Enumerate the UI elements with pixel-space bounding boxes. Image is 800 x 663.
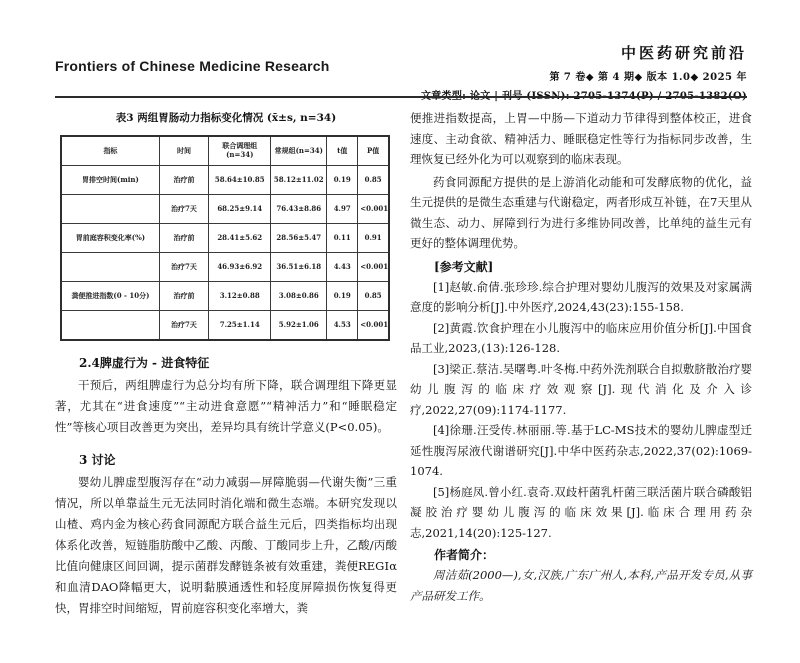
col-header-time: 时间 [159, 136, 208, 166]
reference-item: [5]杨庭凤.曾小红.袁奇.双歧杆菌乳杆菌三联活菌片联合磷酸铝凝胶治疗婴幼儿腹泻的临床效果[J].临床合理用药杂志,2021,14(20):125-127. [410, 484, 752, 540]
table-cell: 治疗7天 [159, 311, 208, 341]
results-table [60, 135, 390, 341]
table-cell: 治疗7天 [159, 195, 208, 224]
table-cell: 治疗7天 [159, 253, 208, 282]
reference-item: [4]徐珊.汪受传.林丽丽.等.基于LC-MS技术的婴幼儿脾虚型迁延性腹泻尿液代谢谱研究[J].中华中医药杂志,2022,37(02):1069-1074. [410, 423, 752, 478]
section-2-4-paragraph: 干预后，两组脾虚行为总分均有所下降，联合调理组下降更显著，尤其在“进食速度”“主动进食意愿”“精神活力”和“睡眠稳定性”等核心项目改善更为突出，差异均具有统计学意义(P<0.05)。 [55, 378, 397, 434]
table-cell: 0.19 [327, 282, 358, 311]
table-cell: 0.19 [327, 166, 358, 195]
table-cell: 0.11 [327, 224, 358, 253]
table-title: 表3 两组胃肠动力指标变化情况 (x̄±s, n=34) [115, 112, 337, 124]
author-bio-text: 周洁茹(2000—),女,汉族,广东广州人,本科,产品开发专员,从事产品研发工作。 [410, 568, 752, 603]
author-bio-heading: 作者简介： [434, 548, 495, 562]
article-type-issn [421, 87, 747, 102]
table-cell: 治疗前 [159, 166, 208, 195]
table-row [61, 195, 389, 224]
table-cell: 76.43±8.86 [271, 195, 327, 224]
table-cell: <0.001 [358, 195, 389, 224]
table-cell: 68.25±9.14 [209, 195, 271, 224]
discussion-continuation-paragraph: 便推进指数提高，上胃—中肠—下道动力节律得到整体校正，进食速度、主动食欲、精神活力、睡眠稳定性等行为指标同步改善，生理恢复已经外化为可以观察到的临床表现。 [410, 111, 752, 166]
issue-info: 第 7 卷◆ 第 4 期◆ 版本 1.0◆ 2025 年 [549, 72, 747, 83]
table-row [61, 253, 389, 282]
table-cell [61, 311, 159, 341]
table-cell: 4.43 [327, 253, 358, 282]
col-header-p-value: P值 [358, 136, 389, 166]
table-cell [61, 253, 159, 282]
section-heading-2-4: 2.4脾虚行为 - 进食特征 [79, 356, 210, 370]
table-cell: 0.85 [358, 282, 389, 311]
col-header-t-value: t值 [327, 136, 358, 166]
table-cell: 46.93±6.92 [209, 253, 271, 282]
table-cell: 0.91 [358, 224, 389, 253]
table-cell: 3.08±0.86 [271, 282, 327, 311]
col-header-combined-group: 联合调理组(n=34) [209, 136, 271, 166]
table-cell: 4.53 [327, 311, 358, 341]
table-cell: 58.64±10.85 [209, 166, 271, 195]
table-cell: 0.85 [358, 166, 389, 195]
table-cell: 治疗前 [159, 282, 208, 311]
table-row [61, 282, 389, 311]
table-cell: 胃前庭容积变化率(%) [61, 224, 159, 253]
table-cell: 5.92±1.06 [271, 311, 327, 341]
reference-item: [2]黄霞.饮食护理在小儿腹泻中的临床应用价值分析[J].中国食品工业,2023,(13):126-128. [410, 320, 752, 355]
col-header-control-group: 常规组(n=34) [271, 136, 327, 166]
col-header-indicator: 指标 [61, 136, 159, 166]
table-cell: <0.001 [358, 253, 389, 282]
discussion-paragraph-2: 药食同源配方提供的是上游消化动能和可发酵底物的优化，益生元提供的是微生态重建与代谢稳定，两者形成互补链，在7天里从微生态、动力、屏障到行为进行多维协同改善，比单纯的益生元有更好的整体调理优势。 [410, 174, 752, 250]
table-cell [61, 195, 159, 224]
table-row [61, 166, 389, 195]
journal-title-chinese: 中医药研究前沿 [620, 44, 747, 62]
header-divider [55, 96, 747, 98]
reference-item: [3]梁正.蔡洁.吴曙粤.叶冬梅.中药外洗剂联合自拟敷脐散治疗婴幼儿腹泻的临床疗效观察[J].现代消化及介入诊疗,2022,27(09):1174-1177. [410, 361, 752, 417]
table-row [61, 224, 389, 253]
table-cell: 58.12±11.02 [271, 166, 327, 195]
discussion-paragraph: 婴幼儿脾虚型腹泻存在“动力减弱—屏障脆弱—代谢失衡”三重情况，所以单靠益生元无法同时消化端和微生态端。本研究发现以山楂、鸡内金为核心药食同源配方联合益生元后，四类指标均出现体系化改善，短链脂肪酸中乙酸、丙酸、丁酸同步上升，乙酸/丙酸比值向健康区间回调，提示菌群发酵链条被有效重建，粪便REGⅠα和血清DAO降幅更大，说明黏膜通透性和轻度屏障损伤恢复得更快，胃排空时间缩短，胃前庭容积变化率增大，粪 [55, 475, 397, 615]
references-heading: [参考文献] [434, 259, 494, 274]
table-cell: 3.12±0.88 [209, 282, 271, 311]
table-cell: 7.25±1.14 [209, 311, 271, 341]
table-cell: 36.51±6.18 [271, 253, 327, 282]
section-heading-discussion: 3 讨论 [79, 453, 116, 467]
table-row [61, 311, 389, 341]
left-column [55, 106, 397, 619]
table-cell: 28.41±5.62 [209, 224, 271, 253]
table-cell: 胃排空时间(min) [61, 166, 159, 195]
right-column [410, 106, 752, 606]
journal-header-block [421, 42, 747, 102]
table-cell: <0.001 [358, 311, 389, 341]
table-cell: 28.56±5.47 [271, 224, 327, 253]
journal-title-english: Frontiers of Chinese Medicine Research [55, 58, 330, 74]
table-header-row [61, 136, 389, 166]
table-cell: 粪便推进指数(0 - 10分) [61, 282, 159, 311]
reference-item: [1]赵敏.俞倩.张珍珍.综合护理对婴幼儿腹泻的效果及对家属满意度的影响分析[J].中外医疗,2024,43(23):155-158. [410, 279, 752, 314]
table-cell: 治疗前 [159, 224, 208, 253]
table-cell: 4.97 [327, 195, 358, 224]
